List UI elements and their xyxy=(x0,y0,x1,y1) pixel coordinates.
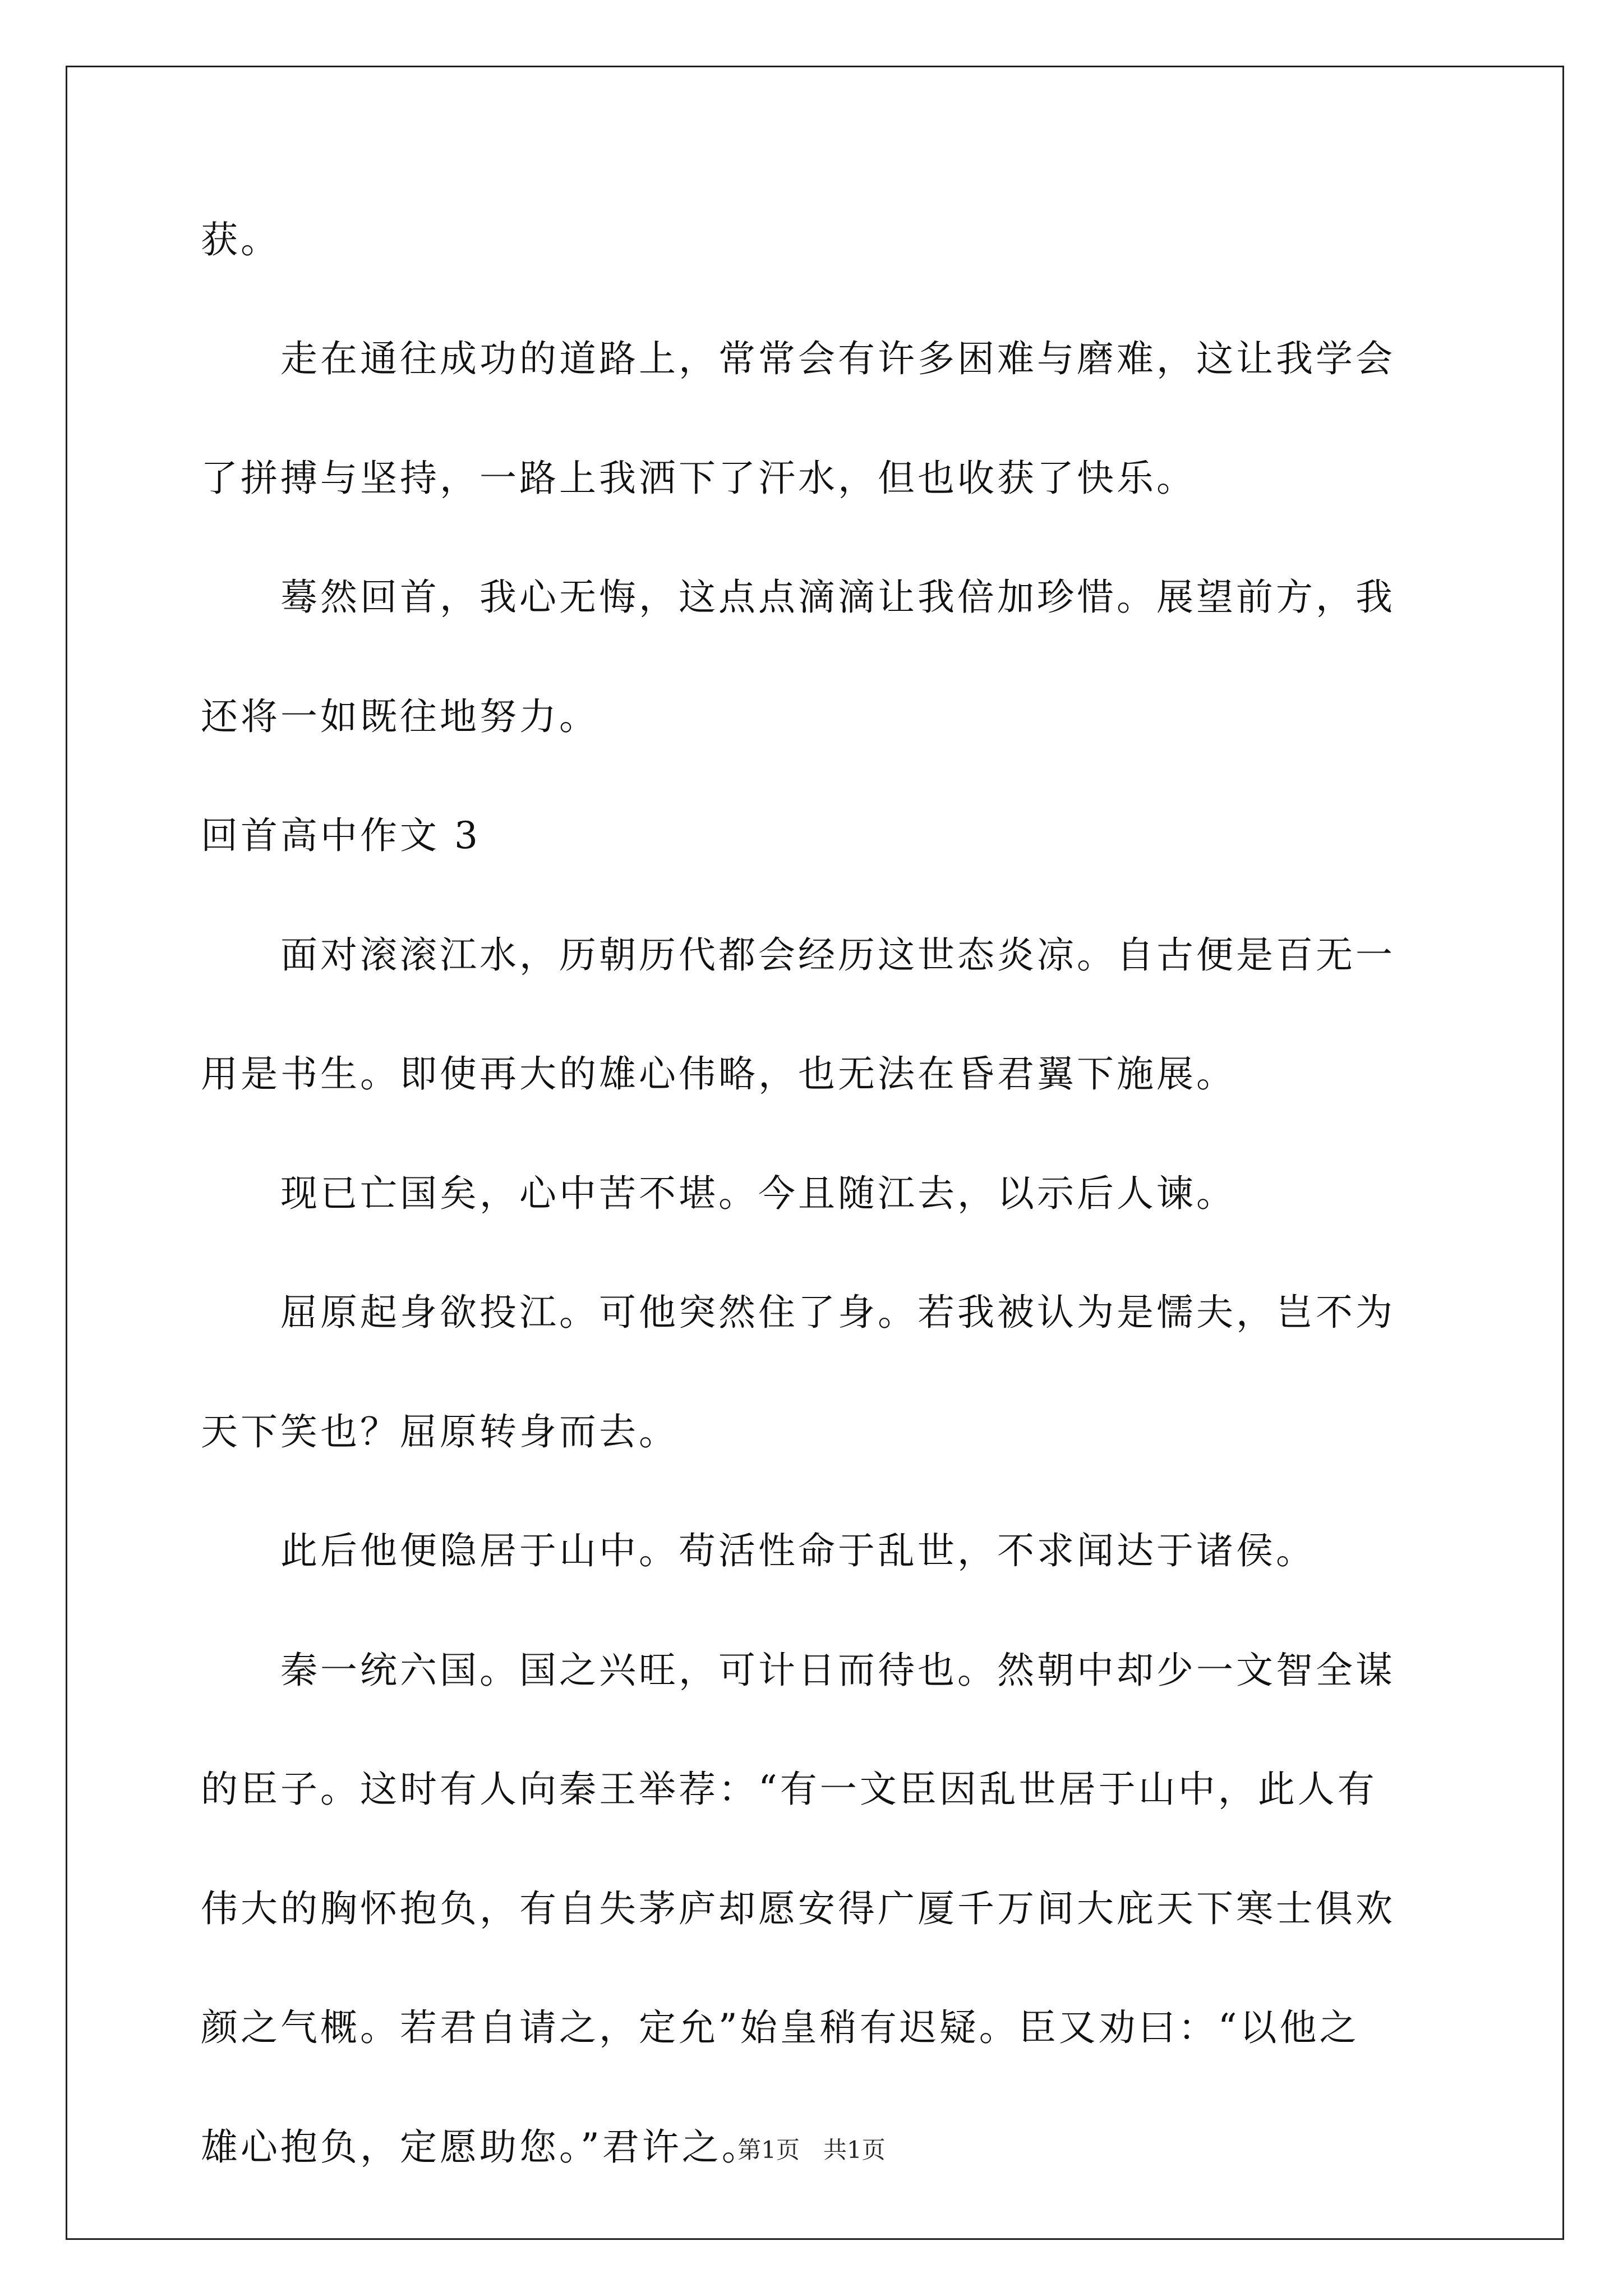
text-line: 雄心抱负，定愿助您。”君许之。 xyxy=(201,2125,762,2169)
text-line: 伟大的胸怀抱负，有自失茅庐却愿安得广厦千万间大庇天下寒士俱欢 xyxy=(201,1887,1395,1930)
text-line: 面对滚滚江水，历朝历代都会经历这世态炎凉。自古便是百无一 xyxy=(201,933,1395,977)
text-line: 屈原起身欲投江。可他突然住了身。若我被认为是懦夫，岂不为 xyxy=(201,1291,1395,1334)
text-line: 颜之气概。若君自请之，定允”始皇稍有迟疑。臣又劝曰：“以他之 xyxy=(201,2006,1359,2049)
text-line: 用是书生。即使再大的雄心伟略，也无法在昏君翼下施展。 xyxy=(201,1052,1236,1096)
page-number-footer: 第1页 共1页 xyxy=(737,2136,886,2164)
section-heading: 回首高中作文 3 xyxy=(201,814,481,857)
text-line: 秦一统六国。国之兴旺，可计日而待也。然朝中却少一文智全谋 xyxy=(201,1649,1395,1692)
text-line: 天下笑也？屈原转身而去。 xyxy=(201,1410,679,1453)
text-line: 蓦然回首，我心无悔，这点点滴滴让我倍加珍惜。展望前方，我 xyxy=(201,576,1395,619)
text-line: 的臣子。这时有人向秦王举荐：“有一文臣因乱世居于山中，此人有 xyxy=(201,1768,1377,1811)
text-line: 获。 xyxy=(201,218,280,261)
text-line: 现已亡国矣，心中苦不堪。今且随江去，以示后人谏。 xyxy=(201,1172,1236,1215)
text-line: 走在通往成功的道路上，常常会有许多困难与磨难，这让我学会 xyxy=(201,337,1395,380)
text-line: 了拼搏与坚持，一路上我洒下了汗水，但也收获了快乐。 xyxy=(201,457,1196,500)
text-line: 此后他便隐居于山中。苟活性命于乱世，不求闻达于诸侯。 xyxy=(201,1529,1316,1572)
text-line: 还将一如既往地努力。 xyxy=(201,695,599,738)
